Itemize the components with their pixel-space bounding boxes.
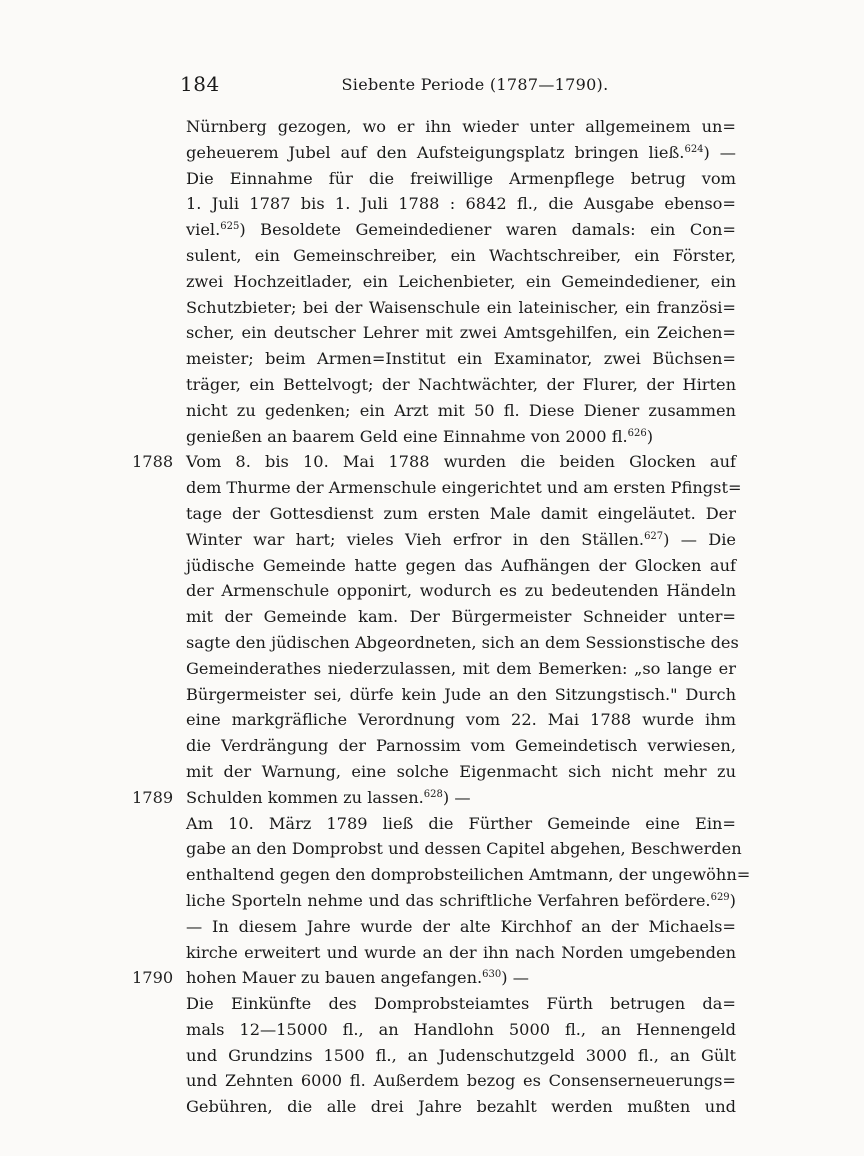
line-text: tage der Gottesdienst zum ersten Male damit eingeläutet. Der (186, 503, 736, 523)
text-line (186, 553, 736, 579)
footnote-ref: 625 (220, 221, 240, 233)
line-text: träger, ein Bettelvogt; der Nachtwächter, der Flurer, der Hirten (186, 374, 736, 394)
line-text: dem Thurme der Armenschule eingerichtet und am ersten Pfingst= (186, 478, 742, 498)
line-text: nicht zu gedenken; ein Arzt mit 50 fl. Diese Diener zusammen (186, 400, 736, 420)
text-line (186, 1068, 736, 1094)
line-text: scher, ein deutscher Lehrer mit zwei Amtsgehilfen, ein Zeichen= (186, 323, 736, 343)
text-line (186, 166, 736, 192)
line-text: Bürgermeister sei, dürfe kein Jude an den Sitzungstisch." Durch (186, 684, 736, 704)
footnote-ref: 627 (644, 530, 664, 542)
line-text: Gemeinderathes niederzulassen, mit dem Bemerken: „so lange er (186, 658, 736, 678)
text-line (186, 424, 736, 450)
text-line (186, 682, 736, 708)
page-number: 184 (180, 72, 220, 96)
text-line (186, 346, 736, 372)
margin-year: 1788 (132, 452, 174, 472)
text-line (186, 811, 736, 837)
text-line (186, 1043, 736, 1069)
margin-year: 1790 (132, 968, 174, 988)
line-text: jüdische Gemeinde hatte gegen das Aufhängen der Glocken auf (186, 555, 736, 575)
line-text-cont: ) — (501, 968, 529, 988)
footnote-ref: 628 (423, 788, 443, 800)
footnote-ref: 626 (627, 427, 647, 439)
line-text-cont: ) — Die (663, 529, 737, 549)
line-text: enthaltend gegen den domprobsteilichen Amtmann, der ungewöhn= (186, 865, 751, 885)
line-text: Gebühren, die alle drei Jahre bezahlt werden mußten und (186, 1097, 736, 1117)
line-text: eine markgräfliche Verordnung vom 22. Mai 1788 wurde ihm (186, 710, 736, 730)
text-line (186, 501, 736, 527)
line-text: der Armenschule opponirt, wodurch es zu bedeutenden Händeln (186, 581, 736, 601)
text-line (186, 269, 736, 295)
line-text: Die Einkünfte des Domprobsteiamtes Fürth betrugen da= (186, 994, 736, 1014)
footnote-ref: 624 (684, 143, 704, 155)
line-text: liche Sporteln nehme und das schriftliche Verfahren befördere. (186, 890, 711, 910)
line-text: Nürnberg gezogen, wo er ihn wieder unter allgemeinem un= (186, 117, 736, 136)
text-line (186, 940, 736, 966)
text-line (186, 630, 739, 656)
text-line (186, 656, 736, 682)
text-line (186, 578, 736, 604)
line-text: hohen Mauer zu bauen angefangen. (186, 968, 483, 988)
line-text: sulent, ein Gemeinschreiber, ein Wachtschreiber, ein Förster, (186, 245, 736, 265)
text-line (186, 707, 736, 733)
text-line (186, 449, 736, 475)
text-line (186, 914, 736, 940)
footnote-ref: 630 (482, 969, 502, 981)
running-head: Siebente Periode (1787—1790). (341, 75, 609, 94)
line-text: viel. (186, 220, 221, 240)
text-line (186, 140, 736, 166)
text-line (186, 191, 736, 217)
line-text: kirche erweitert und wurde an der ihn nach Norden umgebenden (186, 942, 736, 962)
line-text: mit der Gemeinde kam. Der Bürgermeister Schneider unter= (186, 607, 736, 627)
line-text: meister; beim Armen=Institut ein Examinator, zwei Büchsen= (186, 349, 736, 369)
text-line (186, 759, 736, 785)
line-text: genießen an baarem Geld eine Einnahme von 2000 fl. (186, 426, 628, 446)
line-text: und Zehnten 6000 fl. Außerdem bezog es Consenserneuerungs= (186, 1071, 736, 1091)
text-line (186, 243, 736, 269)
line-text: gabe an den Domprobst und dessen Capitel abgehen, Beschwerden (186, 839, 742, 859)
text-line (186, 475, 742, 501)
line-text: und Grundzins 1500 fl., an Judenschutzgeld 3000 fl., an Gült (186, 1045, 736, 1065)
line-text: geheuerem Jubel auf den Aufsteigungsplatz bringen ließ. (186, 142, 685, 162)
text-line (186, 836, 742, 862)
text-line (186, 398, 736, 424)
line-text: mit der Warnung, eine solche Eigenmacht sich nicht mehr zu (186, 761, 736, 781)
line-text: Die Einnahme für die freiwillige Armenpflege betrug vom (186, 168, 736, 188)
line-text: 1. Juli 1787 bis 1. Juli 1788 : 6842 fl., die Ausgabe ebenso= (186, 194, 736, 214)
line-text: Vom 8. bis 10. Mai 1788 wurden die beiden Glocken auf (186, 452, 736, 472)
text-line (186, 295, 736, 321)
text-line (186, 733, 736, 759)
text-line (186, 217, 736, 243)
text-line (186, 785, 736, 811)
text-line (186, 604, 736, 630)
line-text: Winter war hart; vieles Vieh erfror in den Ställen. (186, 529, 645, 549)
text-line (186, 527, 736, 553)
line-text: mals 12—15000 fl., an Handlohn 5000 fl., an Hennengeld (186, 1019, 736, 1039)
line-text-cont: ) — (703, 142, 736, 162)
text-line (186, 1017, 736, 1043)
footnote-ref: 629 (710, 891, 730, 903)
text-line (186, 320, 736, 346)
line-text: zwei Hochzeitlader, ein Leichenbieter, ein Gemeindediener, ein (186, 271, 736, 291)
line-text-cont: ) (729, 890, 736, 910)
text-line (186, 372, 736, 398)
text-line (186, 888, 736, 914)
line-text-cont: ) Besoldete Gemeindediener waren damals: ein Con= (239, 220, 736, 240)
line-text: Am 10. März 1789 ließ die Fürther Gemeinde eine Ein= (186, 813, 736, 833)
line-text: — In diesem Jahre wurde der alte Kirchhof an der Michaels= (186, 916, 736, 936)
margin-year: 1789 (132, 787, 174, 807)
text-line (186, 991, 736, 1017)
page-header (180, 72, 740, 98)
line-text: Schutzbieter; bei der Waisenschule ein lateinischer, ein französi= (186, 297, 736, 317)
line-text: Schulden kommen zu lassen. (186, 787, 424, 807)
body-text (186, 114, 751, 1120)
line-text-cont: ) — (442, 787, 471, 807)
text-line (186, 862, 751, 888)
text-line (186, 965, 736, 991)
line-text: sagte den jüdischen Abgeordneten, sich an dem Sessionstische des (186, 632, 739, 652)
line-text-cont: ) (646, 426, 654, 446)
line-text: die Verdrängung der Parnossim vom Gemeindetisch verwiesen, (186, 736, 736, 756)
text-line (186, 1094, 736, 1120)
text-line (186, 114, 736, 140)
